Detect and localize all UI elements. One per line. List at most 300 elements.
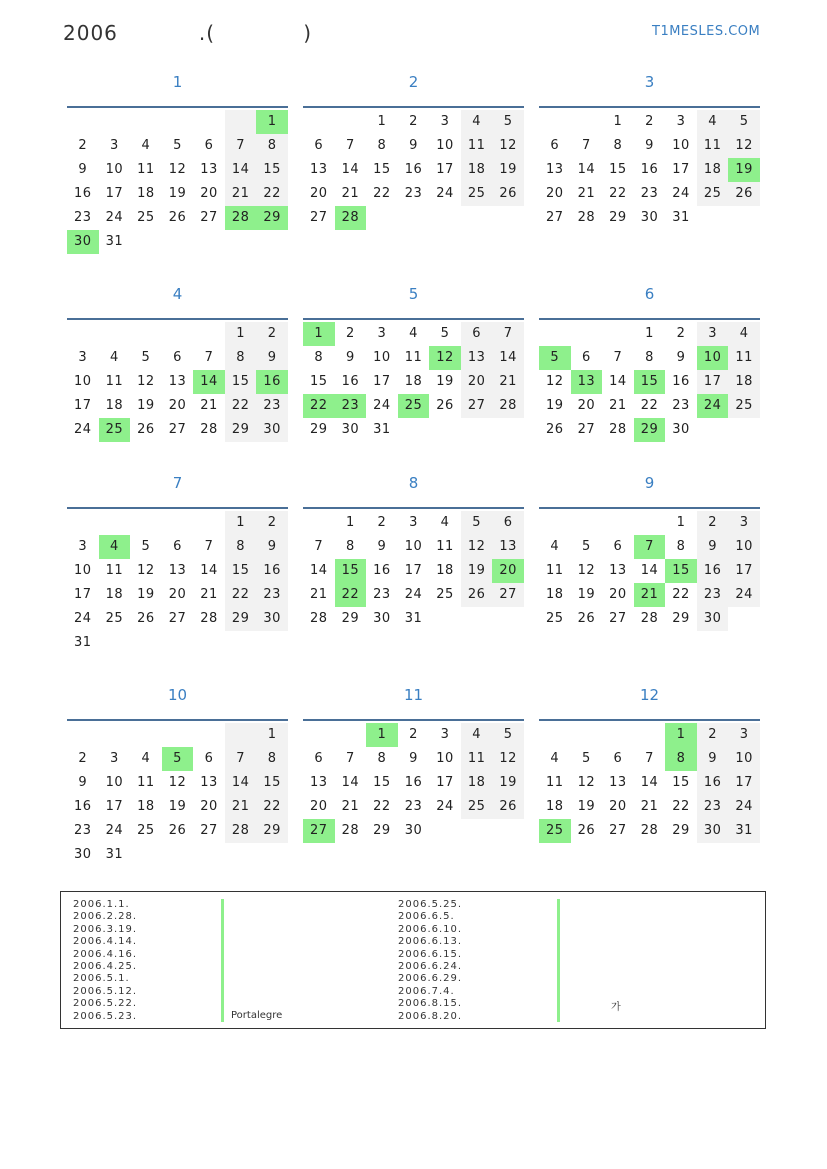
day-cell: 25 bbox=[137, 823, 155, 838]
month-rule bbox=[303, 106, 524, 108]
day-cell: 2 bbox=[345, 326, 355, 341]
empty-cell bbox=[602, 511, 634, 535]
day-cell: 12 bbox=[728, 134, 760, 158]
empty-cell bbox=[225, 230, 257, 254]
empty-cell bbox=[728, 206, 760, 230]
day-cell: 13 bbox=[609, 775, 627, 790]
day-cell: 3 bbox=[440, 727, 450, 742]
day-cell: 2 bbox=[256, 322, 288, 346]
day-cell: 5 bbox=[173, 138, 182, 153]
empty-cell bbox=[429, 819, 461, 843]
day-cell: 4 bbox=[461, 723, 493, 747]
day-cell: 7 bbox=[225, 747, 257, 771]
day-cell: 16 bbox=[256, 370, 288, 394]
day-cell: 25 bbox=[546, 611, 564, 626]
day-cell: 17 bbox=[728, 559, 760, 583]
day-cell: 30 bbox=[74, 847, 92, 862]
day-cell: 29 bbox=[341, 611, 360, 626]
day-cell: 1 bbox=[225, 322, 257, 346]
day-cell: 24 bbox=[436, 186, 454, 201]
holiday-date: 2006.8.15. bbox=[398, 998, 463, 1010]
day-cell: 9 bbox=[345, 350, 355, 365]
day-cell: 30 bbox=[256, 418, 288, 442]
empty-cell bbox=[130, 511, 162, 535]
empty-cell bbox=[461, 607, 493, 631]
day-cell: 23 bbox=[256, 394, 288, 418]
day-cell: 6 bbox=[204, 138, 214, 153]
day-cell: 24 bbox=[74, 422, 92, 437]
empty-cell bbox=[225, 110, 257, 134]
day-cell: 5 bbox=[492, 110, 524, 134]
day-cell: 11 bbox=[728, 346, 760, 370]
day-cell: 26 bbox=[461, 583, 493, 607]
day-cell: 14 bbox=[492, 346, 524, 370]
month-title: 3 bbox=[644, 73, 655, 91]
day-cell: 3 bbox=[109, 751, 119, 766]
day-cell: 29 bbox=[373, 823, 391, 838]
month-title: 6 bbox=[644, 285, 655, 303]
day-cell: 12 bbox=[429, 346, 461, 370]
day-cell: 2 bbox=[409, 727, 418, 742]
month-title: 9 bbox=[644, 474, 655, 492]
empty-cell bbox=[130, 322, 162, 346]
day-cell: 16 bbox=[640, 162, 659, 177]
day-cell: 21 bbox=[310, 587, 328, 602]
day-cell: 25 bbox=[697, 182, 729, 206]
day-cell: 14 bbox=[609, 374, 627, 389]
day-cell: 3 bbox=[697, 322, 729, 346]
holiday-date: 2006.5.1. bbox=[73, 973, 130, 985]
day-cell: 23 bbox=[335, 394, 367, 418]
day-cell: 30 bbox=[697, 819, 729, 843]
day-cell: 31 bbox=[404, 611, 423, 626]
day-cell: 13 bbox=[168, 563, 187, 578]
day-cell: 16 bbox=[672, 374, 690, 389]
day-cell: 5 bbox=[581, 751, 591, 766]
day-cell: 25 bbox=[461, 795, 493, 819]
day-cell: 11 bbox=[461, 747, 493, 771]
legend-note-portalegre: Portalegre bbox=[231, 1010, 283, 1021]
month-calendar bbox=[539, 685, 760, 843]
day-cell: 25 bbox=[436, 587, 454, 602]
day-cell: 16 bbox=[373, 563, 391, 578]
holiday-date: 2006.6.29. bbox=[398, 973, 463, 985]
empty-cell bbox=[571, 322, 603, 346]
day-cell: 22 bbox=[609, 186, 627, 201]
day-cell: 2 bbox=[676, 326, 686, 341]
holiday-date: 2006.2.28. bbox=[73, 911, 138, 923]
holiday-date: 2006.5.12. bbox=[73, 985, 138, 997]
empty-cell bbox=[398, 418, 430, 442]
day-cell: 6 bbox=[173, 350, 182, 365]
day-cell: 18 bbox=[697, 158, 729, 182]
month-calendar bbox=[303, 685, 524, 843]
day-cell: 24 bbox=[672, 186, 690, 201]
empty-cell bbox=[539, 723, 571, 747]
day-cell: 6 bbox=[204, 751, 214, 766]
day-cell: 7 bbox=[204, 350, 214, 365]
holiday-date: 2006.6.10. bbox=[398, 923, 463, 935]
day-cell: 13 bbox=[546, 162, 564, 177]
day-cell: 24 bbox=[728, 583, 760, 607]
day-cell: 2 bbox=[409, 114, 418, 129]
day-cell: 15 bbox=[256, 771, 288, 795]
day-cell: 10 bbox=[373, 350, 391, 365]
day-cell: 5 bbox=[728, 110, 760, 134]
empty-cell bbox=[162, 511, 194, 535]
empty-cell bbox=[728, 418, 760, 442]
day-cell: 17 bbox=[404, 563, 423, 578]
day-cell: 8 bbox=[377, 138, 387, 153]
day-cell: 9 bbox=[676, 350, 686, 365]
month-days bbox=[67, 322, 288, 442]
day-cell: 7 bbox=[613, 350, 623, 365]
day-cell: 1 bbox=[645, 326, 654, 341]
day-cell: 15 bbox=[256, 158, 288, 182]
month-calendar bbox=[539, 473, 760, 631]
day-cell: 23 bbox=[697, 795, 729, 819]
day-cell: 7 bbox=[225, 134, 257, 158]
day-cell: 18 bbox=[404, 374, 423, 389]
day-cell: 19 bbox=[168, 186, 187, 201]
empty-cell bbox=[162, 322, 194, 346]
day-cell: 14 bbox=[310, 563, 328, 578]
day-cell: 6 bbox=[314, 138, 324, 153]
day-cell: 25 bbox=[539, 819, 571, 843]
day-cell: 26 bbox=[492, 182, 524, 206]
month-rule bbox=[539, 318, 760, 320]
day-cell: 3 bbox=[728, 723, 760, 747]
day-cell: 8 bbox=[645, 350, 654, 365]
month-calendar bbox=[539, 284, 760, 442]
day-cell: 28 bbox=[310, 611, 328, 626]
empty-cell bbox=[256, 631, 288, 655]
day-cell: 14 bbox=[341, 775, 360, 790]
day-cell: 7 bbox=[492, 322, 524, 346]
day-cell: 26 bbox=[577, 823, 596, 838]
empty-cell bbox=[429, 607, 461, 631]
month-title: 12 bbox=[639, 686, 660, 704]
brand-logo[interactable]: T1MESLES.COM bbox=[652, 24, 761, 39]
day-cell: 20 bbox=[546, 186, 564, 201]
month-days bbox=[67, 723, 288, 867]
day-cell: 5 bbox=[539, 346, 571, 370]
day-cell: 21 bbox=[640, 799, 659, 814]
day-cell: 9 bbox=[409, 138, 418, 153]
empty-cell bbox=[398, 206, 430, 230]
day-cell: 12 bbox=[137, 563, 155, 578]
day-cell: 21 bbox=[225, 182, 257, 206]
day-cell: 20 bbox=[310, 186, 328, 201]
day-cell: 17 bbox=[74, 398, 92, 413]
day-cell: 10 bbox=[728, 747, 760, 771]
day-cell: 17 bbox=[373, 374, 391, 389]
empty-cell bbox=[539, 322, 571, 346]
day-cell: 4 bbox=[550, 539, 560, 554]
day-cell: 21 bbox=[341, 186, 360, 201]
day-cell: 25 bbox=[728, 394, 760, 418]
month-rule bbox=[67, 507, 288, 509]
empty-cell bbox=[99, 631, 131, 655]
month-days bbox=[539, 723, 760, 843]
day-cell: 26 bbox=[436, 398, 454, 413]
day-cell: 31 bbox=[728, 819, 760, 843]
day-cell: 14 bbox=[640, 563, 659, 578]
day-cell: 29 bbox=[672, 823, 690, 838]
empty-cell bbox=[193, 110, 225, 134]
empty-cell bbox=[162, 723, 194, 747]
day-cell: 8 bbox=[256, 747, 288, 771]
empty-cell bbox=[492, 607, 524, 631]
day-cell: 29 bbox=[672, 611, 690, 626]
day-cell: 16 bbox=[697, 559, 729, 583]
month-days bbox=[539, 110, 760, 230]
day-cell: 27 bbox=[168, 422, 187, 437]
empty-cell bbox=[193, 322, 225, 346]
day-cell: 17 bbox=[728, 771, 760, 795]
empty-cell bbox=[225, 631, 257, 655]
day-cell: 27 bbox=[200, 210, 218, 225]
month-calendar bbox=[303, 284, 524, 442]
day-cell: 19 bbox=[728, 158, 760, 182]
day-cell: 3 bbox=[377, 326, 387, 341]
month-days bbox=[303, 723, 524, 843]
day-cell: 10 bbox=[436, 751, 454, 766]
day-cell: 19 bbox=[577, 587, 596, 602]
empty-cell bbox=[697, 206, 729, 230]
day-cell: 30 bbox=[640, 210, 659, 225]
day-cell: 1 bbox=[366, 723, 398, 747]
day-cell: 2 bbox=[377, 515, 387, 530]
day-cell: 13 bbox=[200, 162, 218, 177]
day-cell: 24 bbox=[74, 611, 92, 626]
month-rule bbox=[539, 719, 760, 721]
day-cell: 6 bbox=[613, 751, 623, 766]
day-cell: 7 bbox=[581, 138, 591, 153]
day-cell: 16 bbox=[697, 771, 729, 795]
day-cell: 2 bbox=[256, 511, 288, 535]
day-cell: 25 bbox=[137, 210, 155, 225]
day-cell: 10 bbox=[404, 539, 423, 554]
month-days bbox=[67, 110, 288, 254]
day-cell: 13 bbox=[310, 162, 328, 177]
day-cell: 19 bbox=[492, 771, 524, 795]
day-cell: 20 bbox=[200, 799, 218, 814]
day-cell: 4 bbox=[728, 322, 760, 346]
day-cell: 4 bbox=[409, 326, 418, 341]
day-cell: 15 bbox=[373, 775, 391, 790]
day-cell: 9 bbox=[78, 162, 88, 177]
day-cell: 22 bbox=[335, 583, 367, 607]
day-cell: 9 bbox=[697, 747, 729, 771]
day-cell: 11 bbox=[697, 134, 729, 158]
day-cell: 21 bbox=[577, 186, 596, 201]
day-cell: 18 bbox=[105, 587, 124, 602]
day-cell: 20 bbox=[168, 587, 187, 602]
day-cell: 28 bbox=[492, 394, 524, 418]
empty-cell bbox=[256, 843, 288, 867]
empty-cell bbox=[67, 322, 99, 346]
day-cell: 4 bbox=[550, 751, 560, 766]
day-cell: 29 bbox=[225, 607, 257, 631]
empty-cell bbox=[193, 511, 225, 535]
day-cell: 24 bbox=[728, 795, 760, 819]
empty-cell bbox=[99, 110, 131, 134]
empty-cell bbox=[67, 723, 99, 747]
day-cell: 6 bbox=[581, 350, 591, 365]
day-cell: 31 bbox=[105, 847, 124, 862]
day-cell: 15 bbox=[672, 775, 690, 790]
day-cell: 18 bbox=[137, 186, 155, 201]
day-cell: 13 bbox=[461, 346, 493, 370]
month-title: 1 bbox=[172, 73, 183, 91]
empty-cell bbox=[162, 110, 194, 134]
day-cell: 13 bbox=[200, 775, 218, 790]
day-cell: 3 bbox=[109, 138, 119, 153]
empty-cell bbox=[539, 110, 571, 134]
day-cell: 30 bbox=[256, 607, 288, 631]
empty-cell bbox=[99, 322, 131, 346]
day-cell: 24 bbox=[697, 394, 729, 418]
day-cell: 20 bbox=[492, 559, 524, 583]
day-cell: 1 bbox=[676, 515, 686, 530]
day-cell: 12 bbox=[492, 134, 524, 158]
day-cell: 10 bbox=[697, 346, 729, 370]
day-cell: 10 bbox=[74, 374, 92, 389]
day-cell: 28 bbox=[640, 611, 659, 626]
day-cell: 23 bbox=[74, 210, 92, 225]
empty-cell bbox=[256, 230, 288, 254]
day-cell: 3 bbox=[78, 350, 88, 365]
empty-cell bbox=[162, 631, 194, 655]
day-cell: 5 bbox=[492, 723, 524, 747]
day-cell: 12 bbox=[137, 374, 155, 389]
day-cell: 12 bbox=[492, 747, 524, 771]
holiday-date: 2006.4.14. bbox=[73, 936, 138, 948]
day-cell: 27 bbox=[609, 823, 627, 838]
day-cell: 27 bbox=[492, 583, 524, 607]
day-cell: 17 bbox=[436, 775, 454, 790]
month-days bbox=[303, 110, 524, 230]
day-cell: 23 bbox=[256, 583, 288, 607]
day-cell: 21 bbox=[492, 370, 524, 394]
day-cell: 19 bbox=[546, 398, 564, 413]
empty-cell bbox=[225, 843, 257, 867]
day-cell: 23 bbox=[404, 799, 423, 814]
empty-cell bbox=[461, 418, 493, 442]
day-cell: 30 bbox=[697, 607, 729, 631]
day-cell: 29 bbox=[225, 418, 257, 442]
day-cell: 12 bbox=[577, 775, 596, 790]
day-cell: 11 bbox=[105, 374, 124, 389]
empty-cell bbox=[461, 819, 493, 843]
day-cell: 23 bbox=[74, 823, 92, 838]
day-cell: 4 bbox=[440, 515, 450, 530]
day-cell: 13 bbox=[571, 370, 603, 394]
day-cell: 23 bbox=[697, 583, 729, 607]
day-cell: 18 bbox=[105, 398, 124, 413]
day-cell: 11 bbox=[436, 539, 454, 554]
day-cell: 26 bbox=[546, 422, 564, 437]
day-cell: 11 bbox=[461, 134, 493, 158]
day-cell: 16 bbox=[341, 374, 360, 389]
holiday-date: 2006.8.20. bbox=[398, 1010, 463, 1022]
day-cell: 28 bbox=[609, 422, 627, 437]
empty-cell bbox=[99, 723, 131, 747]
day-cell: 7 bbox=[204, 539, 214, 554]
day-cell: 1 bbox=[613, 114, 623, 129]
day-cell: 17 bbox=[672, 162, 690, 177]
day-cell: 9 bbox=[377, 539, 387, 554]
empty-cell bbox=[634, 511, 666, 535]
day-cell: 22 bbox=[672, 587, 690, 602]
day-cell: 19 bbox=[137, 398, 155, 413]
empty-cell bbox=[162, 230, 194, 254]
empty-cell bbox=[429, 418, 461, 442]
day-cell: 28 bbox=[640, 823, 659, 838]
empty-cell bbox=[335, 723, 367, 747]
day-cell: 10 bbox=[728, 535, 760, 559]
empty-cell bbox=[366, 206, 398, 230]
day-cell: 3 bbox=[440, 114, 450, 129]
month-title: 5 bbox=[408, 285, 419, 303]
day-cell: 12 bbox=[168, 775, 187, 790]
day-cell: 22 bbox=[256, 182, 288, 206]
day-cell: 1 bbox=[303, 322, 335, 346]
empty-cell bbox=[602, 723, 634, 747]
day-cell: 9 bbox=[697, 535, 729, 559]
day-cell: 19 bbox=[461, 559, 493, 583]
empty-cell bbox=[303, 723, 335, 747]
day-cell: 14 bbox=[577, 162, 596, 177]
day-cell: 4 bbox=[461, 110, 493, 134]
day-cell: 5 bbox=[440, 326, 450, 341]
holiday-list-right bbox=[398, 899, 462, 1023]
day-cell: 3 bbox=[728, 511, 760, 535]
day-cell: 12 bbox=[577, 563, 596, 578]
day-cell: 4 bbox=[141, 751, 151, 766]
holiday-legend bbox=[60, 891, 766, 1029]
day-cell: 20 bbox=[200, 186, 218, 201]
day-cell: 7 bbox=[634, 535, 666, 559]
day-cell: 24 bbox=[436, 799, 454, 814]
holiday-date: 2006.6.5. bbox=[398, 911, 455, 923]
day-cell: 5 bbox=[581, 539, 591, 554]
day-cell: 19 bbox=[492, 158, 524, 182]
holiday-date: 2006.6.24. bbox=[398, 961, 463, 973]
day-cell: 27 bbox=[609, 611, 627, 626]
day-cell: 17 bbox=[74, 587, 92, 602]
empty-cell bbox=[193, 631, 225, 655]
day-cell: 27 bbox=[461, 394, 493, 418]
day-cell: 10 bbox=[672, 138, 690, 153]
day-cell: 11 bbox=[137, 162, 155, 177]
day-cell: 8 bbox=[256, 134, 288, 158]
empty-cell bbox=[571, 110, 603, 134]
legend-note: 가 bbox=[611, 1002, 621, 1013]
day-cell: 18 bbox=[728, 370, 760, 394]
day-cell: 14 bbox=[225, 158, 257, 182]
day-cell: 14 bbox=[640, 775, 659, 790]
day-cell: 14 bbox=[341, 162, 360, 177]
day-cell: 18 bbox=[137, 799, 155, 814]
day-cell: 19 bbox=[436, 374, 454, 389]
day-cell: 17 bbox=[697, 370, 729, 394]
day-cell: 26 bbox=[137, 611, 155, 626]
day-cell: 28 bbox=[225, 819, 257, 843]
day-cell: 28 bbox=[577, 210, 596, 225]
empty-cell bbox=[539, 511, 571, 535]
